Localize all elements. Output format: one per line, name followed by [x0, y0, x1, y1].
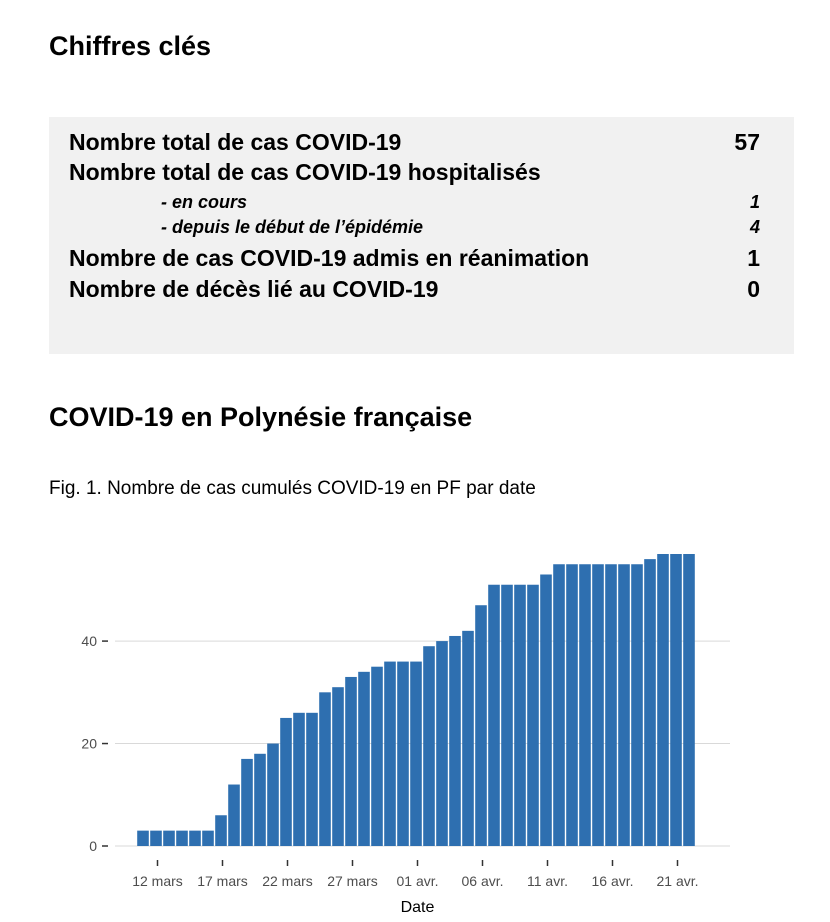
bar-2020-04-17 [618, 564, 630, 846]
bar-2020-03-30 [384, 662, 396, 846]
total-cases-value: 57 [734, 129, 760, 155]
x-tick-label: 11 avr. [527, 873, 568, 889]
x-tick-label: 21 avr. [656, 873, 699, 889]
bar-2020-03-17 [215, 815, 227, 846]
bar-2020-03-21 [267, 744, 279, 846]
bar-2020-03-11 [137, 831, 149, 846]
deaths-row [69, 275, 760, 303]
icu-row [69, 244, 760, 272]
hospitalized-row [69, 158, 760, 186]
bar-2020-04-01 [410, 662, 422, 846]
bar-2020-03-13 [163, 831, 175, 846]
bar-2020-03-19 [241, 759, 253, 846]
bar-2020-04-12 [553, 564, 565, 846]
y-tick-label: 20 [81, 735, 97, 752]
x-tick-label: 12 mars [132, 873, 183, 889]
y-tick-label: 40 [81, 633, 97, 650]
hospitalized-total-row [161, 215, 760, 239]
bar-2020-04-13 [566, 564, 578, 846]
x-tick-label: 22 mars [262, 873, 313, 889]
hospitalized-total-value: 4 [749, 217, 760, 237]
chart-y-axis [81, 633, 108, 854]
x-axis-title: Date [400, 899, 435, 916]
bar-2020-04-04 [449, 636, 461, 846]
icu-label: Nombre de cas COVID-19 admis en réanimation [69, 245, 590, 271]
figure-caption: Fig. 1. Nombre de cas cumulés COVID-19 en PF par date [49, 478, 536, 499]
hospitalized-current-row [161, 190, 760, 214]
bar-2020-03-31 [397, 662, 409, 846]
bar-2020-03-20 [254, 754, 266, 846]
total-cases-label: Nombre total de cas COVID-19 [69, 129, 402, 155]
hospitalized-label: Nombre total de cas COVID-19 hospitalisés [69, 159, 541, 185]
bar-2020-04-11 [540, 574, 552, 846]
hospitalized-current-value: 1 [749, 192, 760, 212]
bar-2020-03-12 [150, 831, 162, 846]
bar-2020-03-14 [176, 831, 188, 846]
x-tick-label: 17 mars [197, 873, 248, 889]
key-figures-heading: Chiffres clés [49, 31, 212, 61]
hospitalized-total-label: - depuis le début de l’épidémie [161, 217, 424, 237]
total-cases-row [69, 128, 760, 156]
icu-value: 1 [747, 245, 760, 271]
bar-2020-04-22 [683, 554, 695, 846]
bar-2020-04-21 [670, 554, 682, 846]
chart-bars [137, 554, 695, 846]
deaths-value: 0 [747, 276, 760, 302]
bar-2020-04-06 [475, 605, 487, 846]
bar-2020-03-22 [280, 718, 292, 846]
bar-2020-03-18 [228, 785, 240, 846]
key-figures-panel [49, 117, 794, 354]
chart-x-axis [132, 860, 698, 889]
y-tick-label: 0 [89, 838, 97, 854]
bar-2020-04-09 [514, 585, 526, 846]
x-tick-label: 06 avr. [461, 873, 504, 889]
bar-2020-03-15 [189, 831, 201, 846]
bar-2020-03-26 [332, 687, 344, 846]
bar-2020-03-27 [345, 677, 357, 846]
bar-2020-03-24 [306, 713, 318, 846]
bar-2020-04-10 [527, 585, 539, 846]
bar-2020-04-15 [592, 564, 604, 846]
bar-2020-04-14 [579, 564, 591, 846]
x-tick-label: 01 avr. [396, 873, 439, 889]
bar-2020-04-07 [488, 585, 500, 846]
bar-2020-04-02 [423, 646, 435, 846]
bar-2020-04-19 [644, 559, 656, 846]
bar-2020-03-23 [293, 713, 305, 846]
bar-2020-04-05 [462, 631, 474, 846]
section-heading: COVID-19 en Polynésie française [49, 402, 473, 432]
bar-2020-04-16 [605, 564, 617, 846]
x-tick-label: 27 mars [327, 873, 378, 889]
deaths-label: Nombre de décès lié au COVID-19 [69, 276, 439, 302]
bar-2020-03-28 [358, 672, 370, 846]
bar-2020-03-29 [371, 667, 383, 846]
bar-2020-04-20 [657, 554, 669, 846]
bar-2020-03-16 [202, 831, 214, 846]
bar-2020-03-25 [319, 692, 331, 846]
bar-2020-04-08 [501, 585, 513, 846]
bar-2020-04-03 [436, 641, 448, 846]
hospitalized-current-label: - en cours [161, 192, 248, 212]
x-tick-label: 16 avr. [591, 873, 634, 889]
bar-2020-04-18 [631, 564, 643, 846]
cumulative-cases-chart [0, 530, 830, 922]
